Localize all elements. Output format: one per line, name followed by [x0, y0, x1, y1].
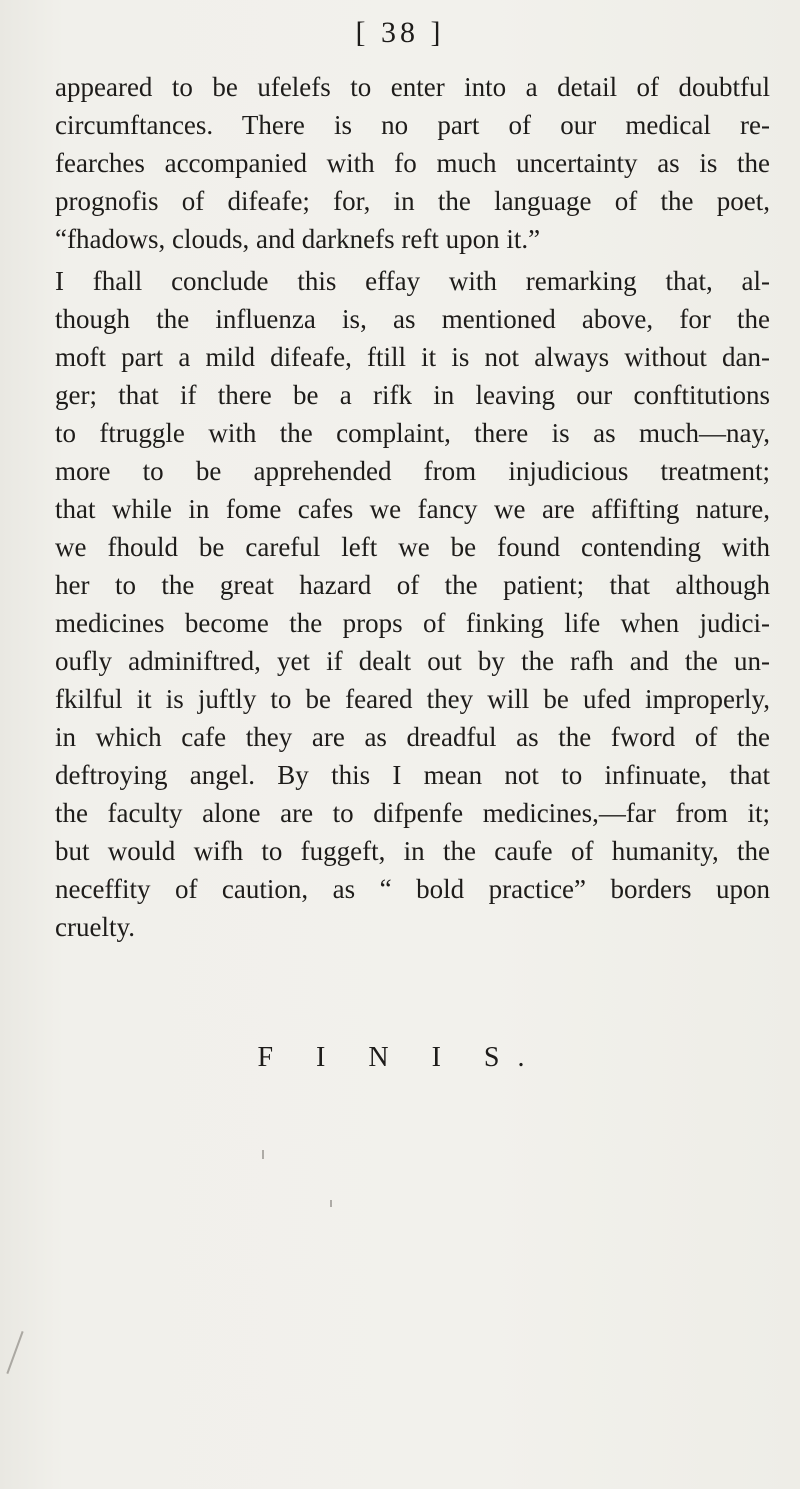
- text-line: though the influenza is, as mentioned above, for the: [55, 304, 770, 334]
- text-line: circumftances. There is no part of our medical re-: [55, 110, 770, 140]
- paragraph: [55, 262, 770, 946]
- text-line: cruelty.: [55, 912, 135, 942]
- body-text: [55, 68, 770, 946]
- text-line: ger; that if there be a rifk in leaving our conftitutions: [55, 380, 770, 410]
- text-line: moft part a mild difeafe, ftill it is not always without dan-: [55, 342, 770, 372]
- print-speck: [330, 1200, 332, 1207]
- print-speck: [6, 1331, 23, 1374]
- text-line: her to the great hazard of the patient; that although: [55, 570, 770, 600]
- finis-heading: F I N I S.: [257, 1042, 543, 1073]
- text-line: oufly adminiftred, yet if dealt out by the rafh and the un-: [55, 646, 770, 676]
- text-line: to ftruggle with the complaint, there is as much—nay,: [55, 418, 770, 448]
- text-line: but would wifh to fuggeft, in the caufe of humanity, the: [55, 836, 770, 866]
- text-line: deftroying angel. By this I mean not to infinuate, that: [55, 760, 770, 790]
- text-line: I fhall conclude this effay with remarking that, al-: [55, 266, 770, 296]
- text-line: neceffity of caution, as “ bold practice” borders upon: [55, 874, 770, 904]
- text-line: prognofis of difeafe; for, in the language of the poet,: [55, 186, 770, 216]
- paragraph: [55, 68, 770, 258]
- print-speck: [262, 1150, 264, 1159]
- text-line: “fhadows, clouds, and darknefs reft upon it.”: [55, 224, 541, 254]
- text-line: the faculty alone are to difpenfe medicines,—far from it;: [55, 798, 770, 828]
- page-number: [ 38 ]: [355, 16, 445, 49]
- text-line: in which cafe they are as dreadful as the fword of the: [55, 722, 770, 752]
- text-line: medicines become the props of finking life when judici-: [55, 608, 770, 638]
- text-line: that while in fome cafes we fancy we are affifting nature,: [55, 494, 770, 524]
- text-line: appeared to be ufelefs to enter into a detail of doubtful: [55, 72, 770, 102]
- text-line: fkilful it is juftly to be feared they will be ufed improperly,: [55, 684, 770, 714]
- text-line: we fhould be careful left we be found contending with: [55, 532, 770, 562]
- text-line: fearches accompanied with fo much uncertainty as is the: [55, 148, 770, 178]
- text-line: more to be apprehended from injudicious treatment;: [55, 456, 770, 486]
